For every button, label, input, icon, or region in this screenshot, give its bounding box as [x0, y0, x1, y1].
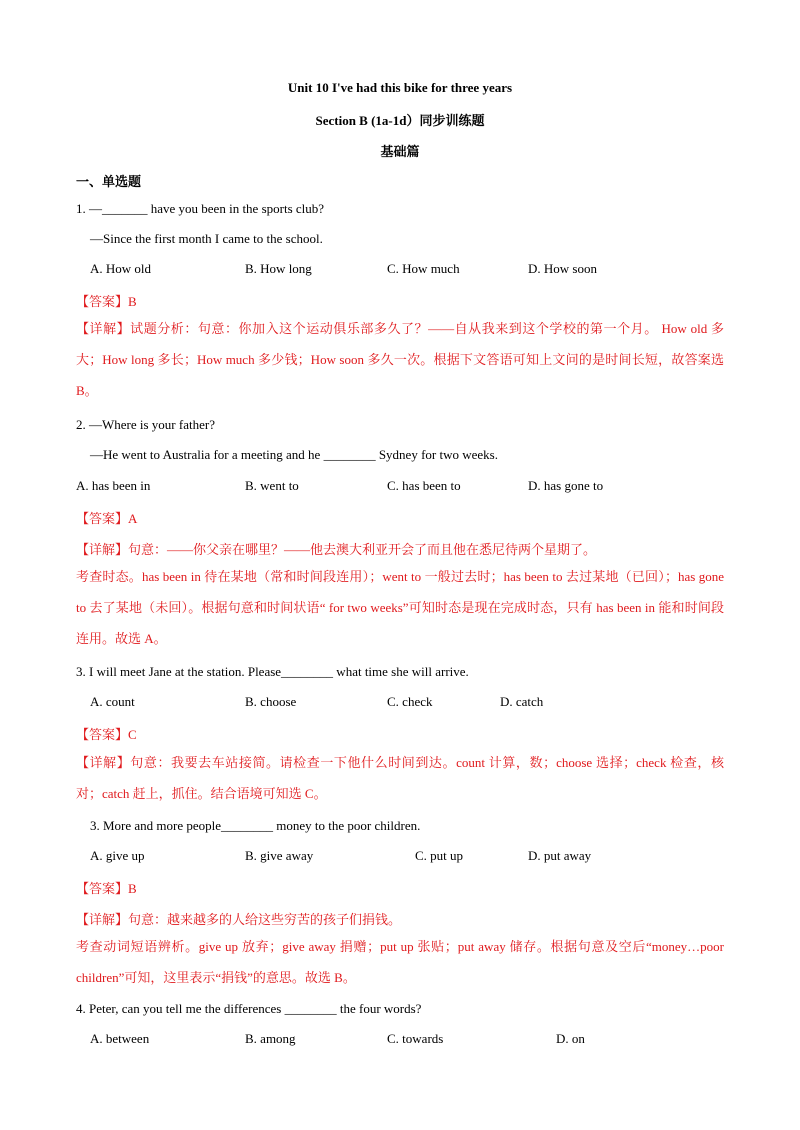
question-1-reply: —Since the first month I came to the school. [90, 231, 323, 246]
question-4-translation: 【详解】句意：越来越多的人给这些穷苦的孩子们捐钱。 [76, 912, 402, 927]
question-3-option-d: D. catch [500, 694, 544, 709]
question-5-option-b: B. among [245, 1031, 296, 1046]
question-3-stem: 3. I will meet Jane at the station. Please________ what time she will arrive. [76, 664, 469, 679]
question-2-option-c: C. has been to [387, 478, 461, 493]
document-title: Unit 10 I've had this bike for three years [287, 80, 513, 95]
question-5-option-c: C. towards [387, 1031, 444, 1046]
question-1-explanation: 【详解】试题分析：句意：你加入这个运动俱乐部多久了？——自从我来到这个学校的第一个月。 How old 多大；How long 多长；How much 多少钱；How soon 多久一次。根据下文答语可知上文问的是时间长短，故答案选 B。 [76, 321, 724, 398]
question-3-option-b: B. choose [245, 694, 297, 709]
question-2-option-a: A. has been in [76, 478, 151, 493]
question-4-stem: 3. More and more people________ money to the poor children. [90, 818, 421, 833]
question-4-answer: 【答案】B [76, 881, 137, 896]
question-1-option-a: A. How old [90, 261, 152, 276]
question-5-option-a: A. between [90, 1031, 150, 1046]
question-1-option-c: C. How much [387, 261, 460, 276]
question-2-option-b: B. went to [245, 478, 299, 493]
question-5-option-d: D. on [556, 1031, 585, 1046]
question-2-stem: 2. —Where is your father? [76, 417, 215, 432]
difficulty-level: 基础篇 [380, 144, 420, 159]
question-2-answer: 【答案】A [76, 511, 138, 526]
question-2-reply: —He went to Australia for a meeting and he ________ Sydney for two weeks. [90, 447, 498, 462]
question-1-stem: 1. —_______ have you been in the sports club? [76, 201, 325, 216]
question-5-stem: 4. Peter, can you tell me the differences ________ the four words? [76, 1001, 422, 1016]
question-4-explanation: 考查动词短语辨析。give up 放弃；give away 捐赠；put up 张贴；put away 储存。根据句意及空后“money…poor children”可知，这里表示“捐钱”的意思。故选 B。 [76, 939, 724, 985]
question-2-option-d: D. has gone to [528, 478, 604, 493]
question-3-answer: 【答案】C [76, 727, 137, 742]
question-4-option-b: B. give away [245, 848, 314, 863]
section-heading: 一、单选题 [76, 174, 142, 189]
question-2-translation: 【详解】句意：——你父亲在哪里？——他去澳大利亚开会了而且他在悉尼待两个星期了。 [76, 542, 597, 557]
question-3-option-a: A. count [90, 694, 135, 709]
question-4-option-a: A. give up [90, 848, 145, 863]
question-3-explanation: 【详解】句意：我要去车站接简。请检查一下他什么时间到达。count 计算，数；choose 选择；check 检查，核对；catch 赶上，抓住。结合语境可知选 C。 [76, 755, 724, 801]
document-subtitle: Section B (1a-1d）同步训练题 [315, 113, 485, 128]
question-4-option-d: D. put away [528, 848, 592, 863]
question-1-option-b: B. How long [245, 261, 312, 276]
question-3-option-c: C. check [387, 694, 433, 709]
question-4-option-c: C. put up [415, 848, 464, 863]
question-1-answer: 【答案】B [76, 294, 137, 309]
question-2-explanation: 考查时态。has been in 待在某地（常和时间段连用）；went to 一般过去时；has been to 去过某地（已回）；has gone to 去了某地（未回）。根据句意和时间状语“ for two weeks”可知时态是现在完成时态，只有 has been in 能和时间段连用。故选 A。 [76, 569, 724, 646]
question-1-option-d: D. How soon [528, 261, 597, 276]
